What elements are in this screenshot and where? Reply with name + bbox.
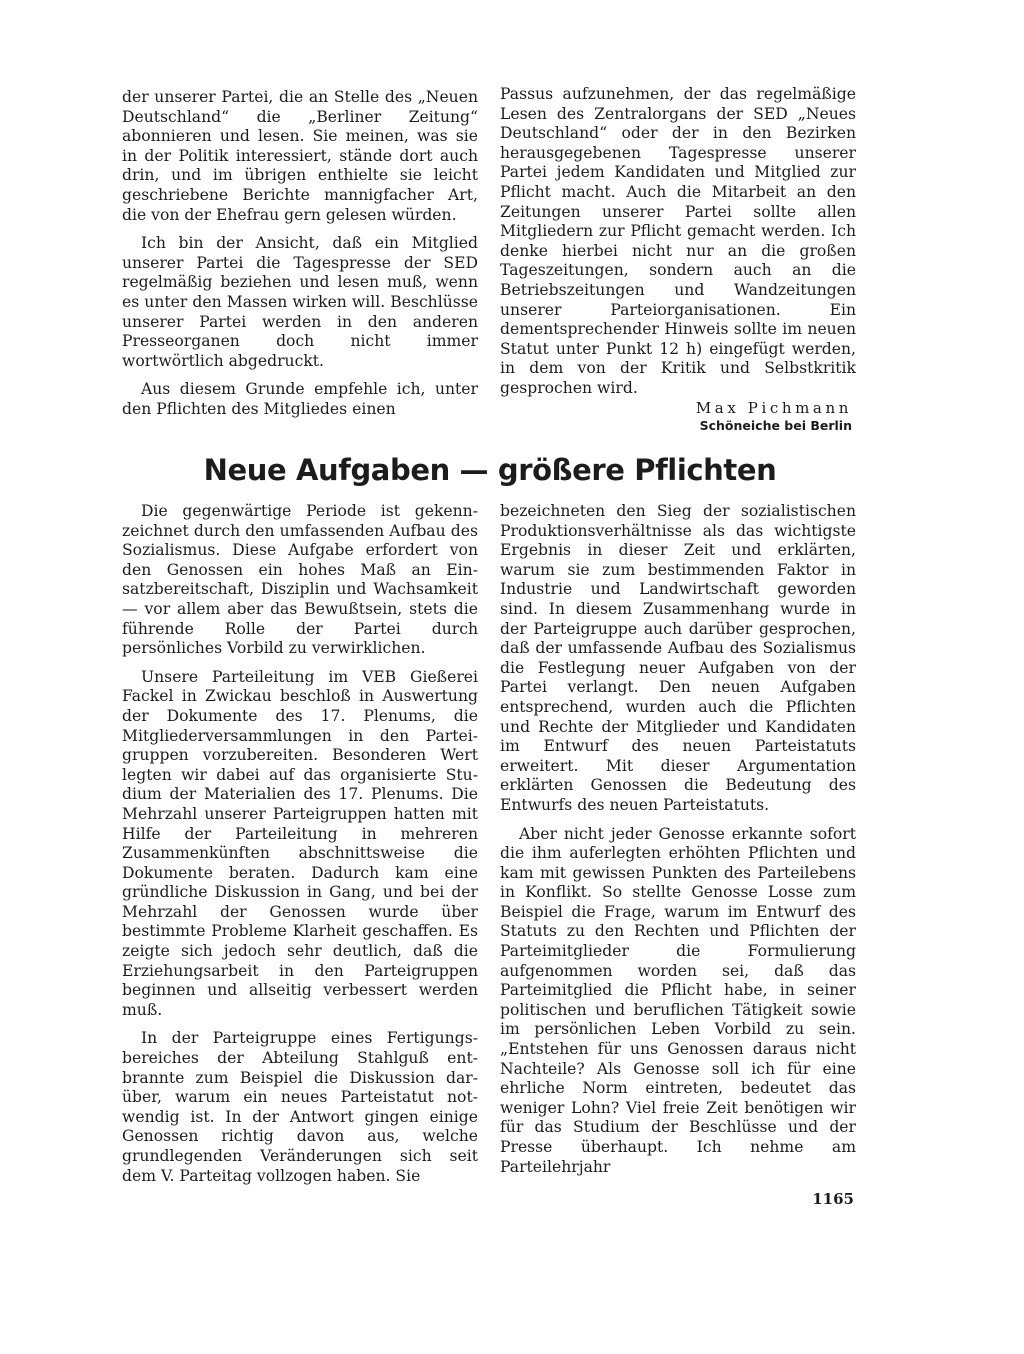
article-paragraph-4: Aber nicht jeder Genosse erkannte sofort die ihm auferlegten erhöhten Pflichten und kam mit gewissen Punkten des Parteilebens in Konflikt. So stellte Genosse Losse zum Beispiel die Frage, warum im Entwurf des Statuts zu den Rechten und Pflichten der Parteimitglieder die Formulierung aufgenommen worden sei, daß das Parteimitglied die Pflicht habe, in seiner politischen und beruflichen Tätigkeit sowie im persönlichen Leben Vorbild zu sein. „Entstehen für uns Genossen daraus nicht Nachteile? Als Genosse soll ich für eine ehrliche Norm eintreten, bedeutet das weniger Lohn? Viel freie Zeit benötigen wir für das Studium der Beschlüsse und der Presse überhaupt. Ich nehme am Parteilehrjahr [500, 824, 856, 1176]
article-column-left [122, 502, 478, 1186]
author-name: Max Pichmann [695, 399, 852, 417]
article-column-right [500, 502, 856, 1177]
letter-paragraph-1: der unserer Partei, die an Stelle des „Neuen Deutschland“ die „Berliner Zeitung“ abonnieren und lesen. Sie meinen, was sie in der Politik interessiert, stände dort auch drin, und im übrigen enthielte sie leicht geschriebene Berichte mannigfacher Art, die von der Ehefrau gern gelesen würden. [122, 88, 478, 224]
letter-paragraph-3-end: Passus aufzunehmen, der das regelmäßige Lesen des Zentralorgans der SED „Neues Deutschland“ oder der in den Bezirken herausgegebenen Tagespresse unserer Partei jedem Kandidaten und Mitglied zur Pflicht macht. Auch die Mitarbeit an den Zeitungen unserer Partei sollte allen Mitgliedern zur Pflicht gemacht werden. Ich denke hierbei nicht nur an die großen Tageszeitungen, sondern auch an die Betriebszeitungen und Wandzeitungen unserer Parteiorganisationen. Ein dementsprechender Hinweis sollte im neuen Statut unter Punkt 12 h) eingefügt werden, in dem von der Kritik und Selbstkritik gesprochen wird. [500, 85, 856, 397]
letter-signature [642, 399, 852, 434]
letter-column-right [500, 85, 856, 399]
letter-column-left [122, 88, 478, 420]
letter-paragraph-3-start: Aus diesem Grunde empfehle ich, unter den Pflichten des Mitgliedes einen [122, 380, 478, 418]
article-paragraph-2: Unsere Parteileitung im VEB Gießerei Fackel in Zwickau beschloß in Auswertung der Dokumente des 17. Plenums, die Mitgliederversammlungen in den Parteigruppen vorzubereiten. Besonderen Wert legten wir dabei auf das organisierte Studium der Materialien des 17. Plenums. Die Mehrzahl unserer Parteigruppen hatten mit Hilfe der Parteileitung in mehreren Zusammenkünften abschnittsweise die Dokumente beraten. Dadurch kam eine gründliche Diskussion in Gang, und bei der Mehrzahl der Genossen wurde über bestimmte Probleme Klarheit geschaffen. Es zeigte sich jedoch sehr deutlich, daß die Erziehungsarbeit in den Parteigruppen beginnen und allseitig verbessert werden muß. [122, 667, 478, 1019]
article-headline: Neue Aufgaben — größere Pflichten [203, 453, 777, 487]
letter-paragraph-2: Ich bin der Ansicht, daß ein Mitglied unserer Partei die Tagespresse der SED regelmäßig beziehen und lesen muß, wenn es unter den Massen wirken will. Beschlüsse unserer Partei werden in den anderen Presseorganen doch nicht immer wortwörtlich abgedruckt. [122, 234, 478, 370]
page-number: 1165 [812, 1190, 854, 1208]
article-paragraph-3-end: bezeichneten den Sieg der sozialistischen Produktionsverhältnisse als das wichtigste Ergebnis in dieser Zeit und erklärten, warum sie zum bestimmenden Faktor in Industrie und Landwirtschaft geworden sind. In diesem Zusammenhang wurde in der Parteigruppe auch darüber gesprochen, daß der umfassende Aufbau des Sozialismus die Festlegung neuer Aufgaben von der Partei verlangt. Den neuen Aufgaben entsprechend, wurden auch die Pflichten und Rechte der Mitglieder und Kandidaten im Entwurf des neuen Parteistatuts erweitert. Mit dieser Argumentation erklärten Genossen die Bedeutung des Entwurfs des neuen Parteistatuts. [500, 502, 856, 814]
article-paragraph-3-start: In der Parteigruppe eines Fertigungsbereiches der Abteilung Stahlguß entbrannte zum Beispiel die Diskussion darüber, warum ein neues Parteistatut notwendig ist. In der Antwort gingen einige Genossen richtig davon aus, welche grundlegenden Veränderungen sich seit dem V. Parteitag vollzogen haben. Sie [122, 1029, 478, 1185]
author-location: Schöneiche bei Berlin [699, 418, 852, 433]
article-paragraph-1: Die gegenwärtige Periode ist gekennzeichnet durch den umfassenden Aufbau des Sozialismus. Diese Aufgabe erfordert von den Genossen ein hohes Maß an Einsatzbereitschaft, Disziplin und Wachsamkeit — vor allem aber das Bewußtsein, stets die führende Rolle der Partei durch persönliches Vorbild zu verwirklichen. [122, 502, 478, 658]
